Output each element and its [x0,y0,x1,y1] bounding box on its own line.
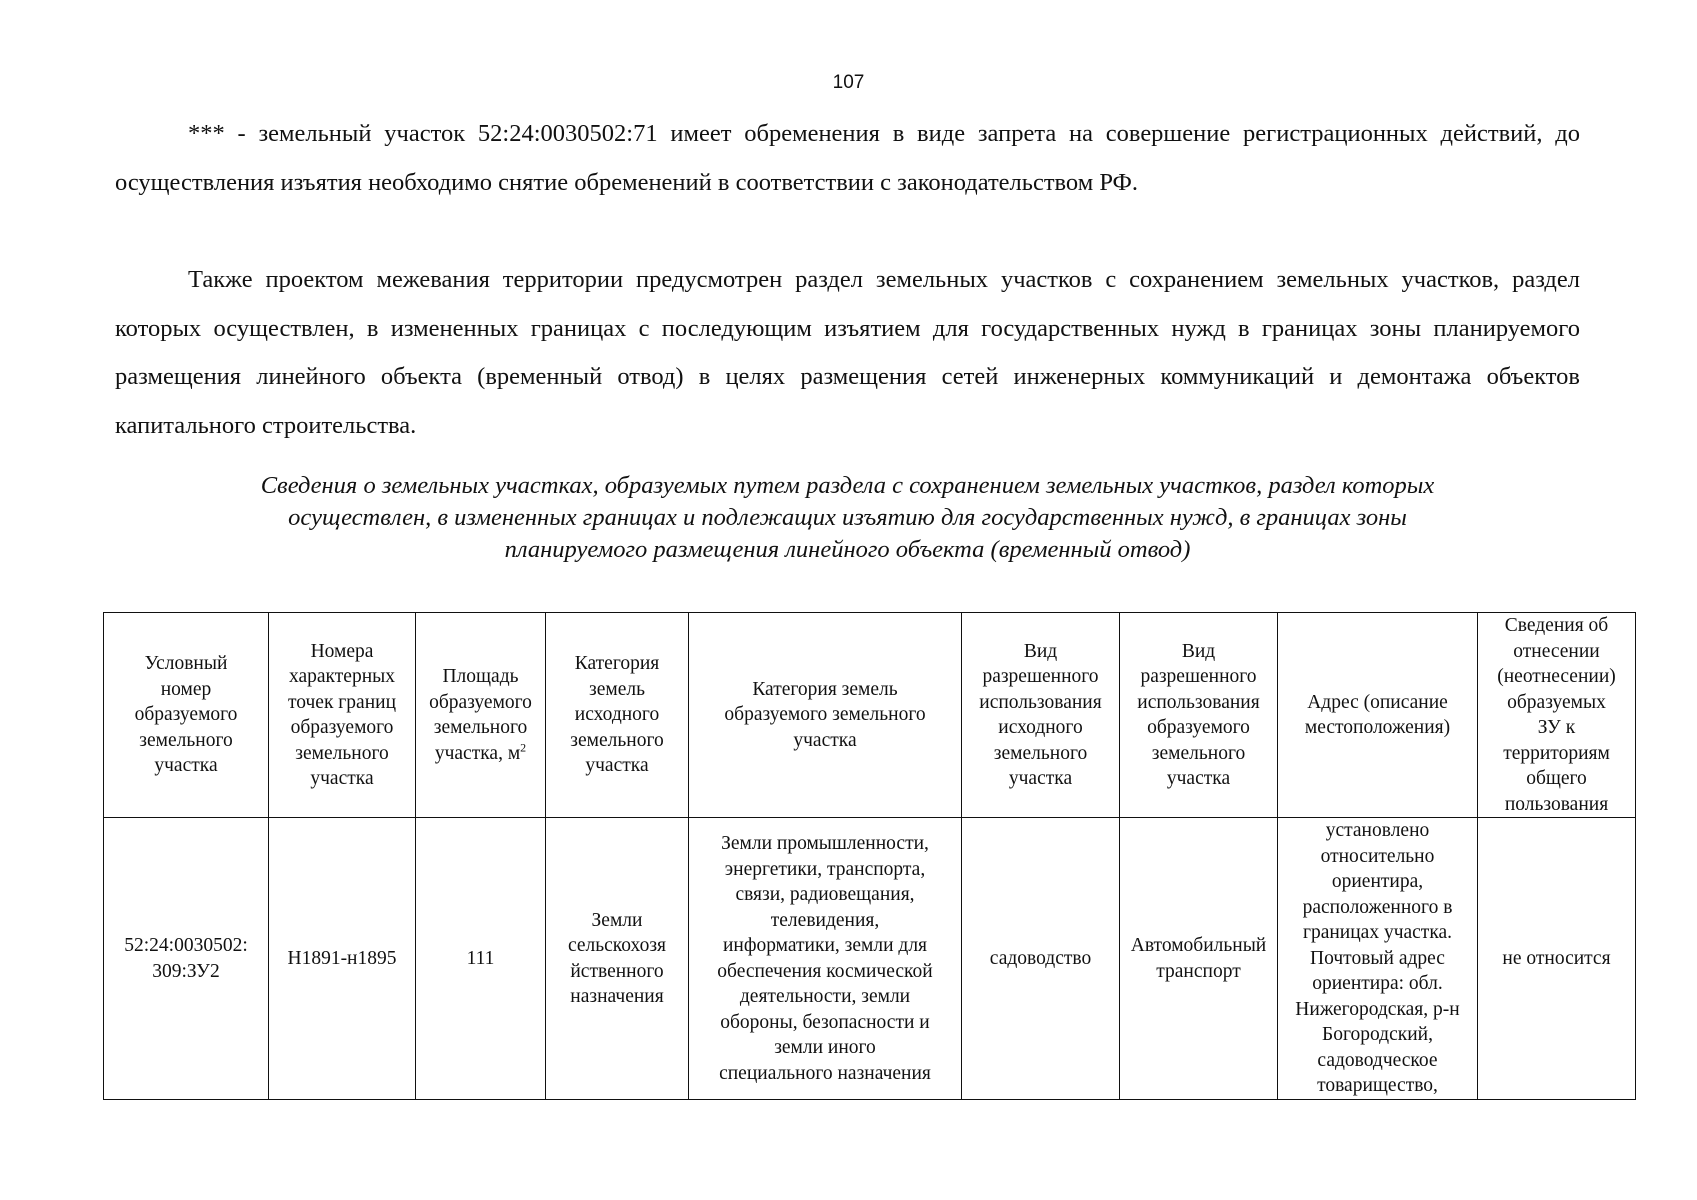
header-plot-number: Условный номер образуемого земельного участка [104,613,269,818]
header-source-category: Категория земель исходного земельного участка [546,613,689,818]
cell-plot-number: 52:24:0030502: 309:ЗУ2 [104,818,269,1100]
header-boundary-points: Номера характерных точек границ образуемого земельного участка [269,613,416,818]
page-number: 107 [832,72,865,93]
header-new-use: Вид разрешенного использования образуемого земельного участка [1120,613,1278,818]
header-area: Площадь образуемого земельного участка, $м^2$ [416,613,546,818]
table-header-row [104,613,1636,818]
cell-new-category: Земли промышленности, энергетики, транспорта, связи, радиовещания, телевидения, информатики, земли для обеспечения космической деятельности, земли обороны, безопасности и земли иного специального назначения [689,818,962,1100]
table-caption: Сведения о земельных участках, образуемых путем раздела с сохранением земельных участков, раздел которых осуществлен, в измененных границах и подлежащих изъятию для государственных нужд, в границах зоны планируемого размещения линейного объекта (временный отвод) [260,472,1435,563]
table-row [104,818,1636,1100]
land-plots-table [103,612,1636,1100]
cell-area: 111 [416,818,546,1100]
cell-public-use: не относится [1478,818,1636,1100]
header-address: Адрес (описание местоположения) [1278,613,1478,818]
cell-address: установлено относительно ориентира, расположенного в границах участка. Почтовый адрес ориентира: обл. Нижегородская, р-н Богородский, садоводческое товарищество, [1278,818,1478,1100]
header-public-use: Сведения об отнесении (неотнесении) образуемых ЗУ к территориям общего пользования [1478,613,1636,818]
cell-source-use: садоводство [962,818,1120,1100]
header-source-use: Вид разрешенного использования исходного земельного участка [962,613,1120,818]
header-new-category: Категория земель образуемого земельного участка [689,613,962,818]
cell-boundary-points: Н1891-н1895 [269,818,416,1100]
land-division-paragraph: Также проектом межевания территории предусмотрен раздел земельных участков с сохранением земельных участков, раздел которых осуществлен, в измененных границах с последующим изъятием для государственных нужд в границах зоны планируемого размещения линейного объекта (временный отвод) в целях размещения сетей инженерных коммуникаций и демонтажа объектов капитального строительства. [115,266,1580,439]
encumbrance-note-paragraph: *** - земельный участок 52:24:0030502:71 имеет обременения в виде запрета на совершение регистрационных действий, до осуществления изъятия необходимо снятие обременений в соответствии с законодательством РФ. [115,120,1580,196]
cell-new-use: Автомобильный транспорт [1120,818,1278,1100]
cell-source-category: Земли сельскохозя йственного назначения [546,818,689,1100]
